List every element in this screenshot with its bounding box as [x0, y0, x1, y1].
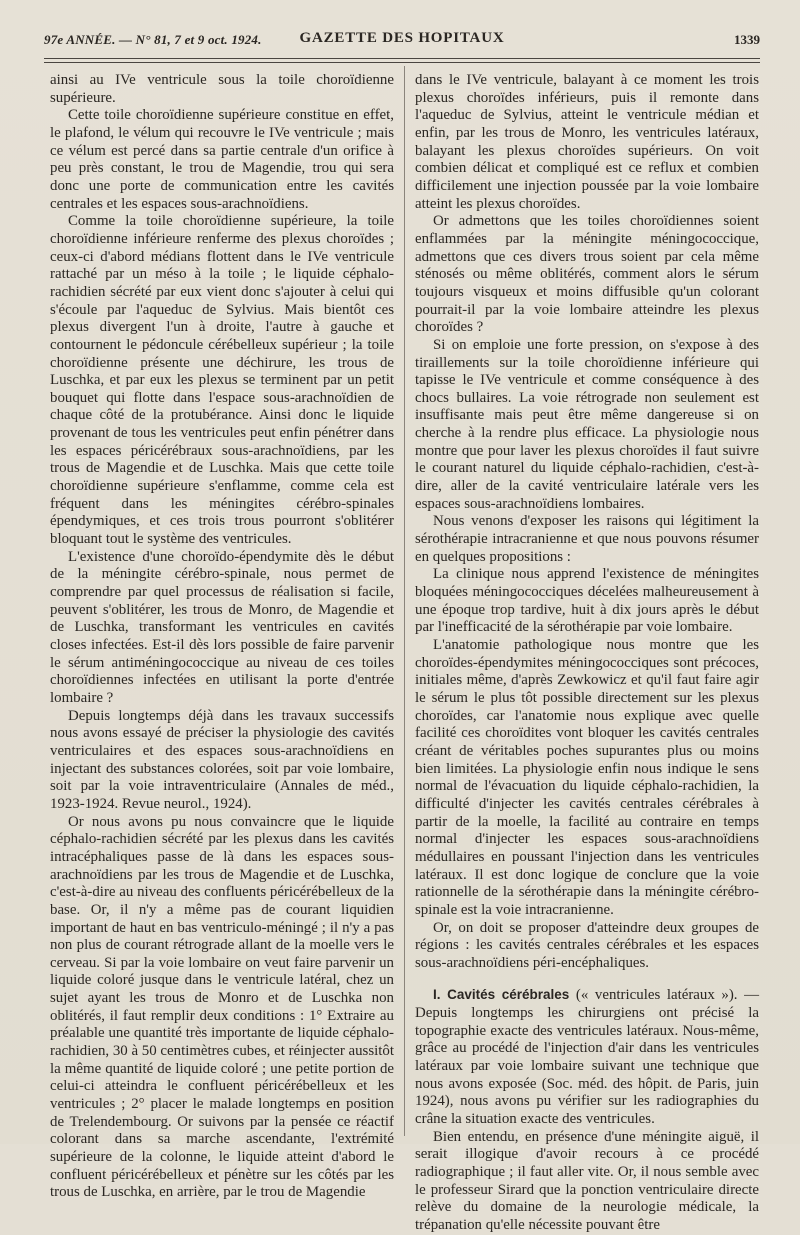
paragraph — [415, 72, 759, 213]
paragraph-text: ainsi au IVe ventricule sous la toile choroïdienne supérieure. — [50, 72, 394, 106]
paragraph — [415, 337, 759, 514]
paragraph — [415, 513, 759, 566]
paragraph-text: Bien entendu, en présence d'une méningite aiguë, il serait illogique d'avoir recours à ce procédé radiographique ; il faut aller vite. Or, il nous semble avec le professeur Sirard que la ponction ventriculaire directe relève du domaine de la neurologie médicale, la trépanation qu'elle nécessite pouvant être — [415, 1128, 759, 1233]
paragraph-text: L'existence d'une choroïdo-épendymite dès le début de la méningite cérébro-spinale, nous permet de comprendre par quel processus de réalisation si facile, peuvent s'oblitérer, les trous de Monro, de Magendie et de Luschka, transformant les ventricules en cavités closes infectées. Est-il dès lors possible de faire parvenir le sérum antiméningococcique au niveau de ces toiles choroïdiennes infectées en utilisant la porte d'entrée lombaire ? — [50, 548, 394, 706]
paragraph — [415, 566, 759, 637]
paragraph-text: L'anatomie pathologique nous montre que les choroïdes-épendymites méningococciques sont précoces, initiales même, d'après Zewkowicz et qu'il faut faire agir le sérum le plus tôt possible directement sur les plexus choroïdes, car l'anatomie nous explique avec quelle facilité ces choroïdites vont bloquer les cavités centrales créant de véritables poches supurantes plus ou moins bien limitées. La physiologie enfin nous indique le sens normal de l'évacuation du liquide céphalo-rachidien, la difficulté d'injecter les cavités centrales cérébrales à partir de la moelle, la facilité au contraire en temps normal d'injecter les espaces sous-arachnoïdiens médullaires en poussant l'injection dans les ventricules latéraux. Il est donc logique de conclure que la voie rationnelle de la sérothérapie dans la méningite cérébro-spinale est la voie intracranienne. — [415, 637, 759, 918]
paragraph-text: dans le IVe ventricule, balayant à ce moment les trois plexus choroïdes inférieurs, puis il remonte dans l'aqueduc de Sylvius, atteint le ventricule médian et enfin, par les trous de Monro, les ventricules latéraux, balayant les plexus choroïdes supérieurs. On voit combien délicat et compliqué est ce reflux et combien difficilement une injection poussée par la voie lombaire atteint les plexus choroïdes. — [415, 72, 759, 212]
header-rule-bottom — [44, 62, 760, 63]
column-divider — [404, 66, 405, 1136]
header-rule-top — [44, 58, 760, 59]
paragraph — [50, 107, 394, 213]
paragraph — [415, 1129, 759, 1235]
paragraph-text: (« ventricules latéraux »). — Depuis longtemps les chirurgiens ont précisé la topographie exacte des ventricules latéraux. Nous-même, grâce au procédé de l'injection d'air dans les ventricules latéraux par voie lombaire suivant une technique que nous avons exposée (Soc. méd. des hôpit. de Paris, juin 1924), nous avons pu vérifier sur les radiographies du crâne la situation exacte des ventricules. — [415, 987, 759, 1128]
paragraph — [50, 72, 394, 107]
paragraph — [415, 986, 759, 1128]
paragraph — [50, 549, 394, 708]
paragraph-text: Depuis longtemps déjà dans les travaux successifs nous avons essayé de préciser la physiologie des cavités ventriculaires et des espaces sous-arachnoïdiens en injectant des substances colorées, soit par voie lombaire, soit par la voie intraventriculaire (Annales de méd., 1923-1924. Revue neurol., 1924). — [50, 707, 394, 812]
paragraph — [415, 637, 759, 920]
page-number: 1339 — [734, 32, 760, 47]
paragraph-text: Cette toile choroïdienne supérieure constitue en effet, le plafond, le vélum qui recouvre le IVe ventricule ; mais ce vélum est percé dans sa partie centrale d'un orifice à peu près constant, le trou de Magendie, trou qui sera donc une porte de communication entre les cavités centrales et les espaces sous-arachnoïdiens. — [50, 107, 394, 212]
paragraph — [50, 708, 394, 814]
issue-info: 97e ANNÉE. — N° 81, 7 et 9 oct. 1924. — [44, 32, 262, 47]
journal-title: GAZETTE DES HOPITAUX — [299, 30, 505, 46]
paragraph — [415, 920, 759, 973]
left-column — [50, 72, 395, 1201]
paragraph — [415, 213, 759, 337]
paragraph-text: Nous venons d'exposer les raisons qui légitiment la sérothérapie intracranienne et que nous pouvons résumer en quelques propositions : — [415, 513, 759, 565]
paragraph-text: Si on emploie une forte pression, on s'expose à des tiraillements sur la toile choroïdienne inférieure qui tapisse le IVe ventricule et comme conséquence à des chocs bullaires. La voie rétrograde non seulement est insuffisante mais peut être même dangereuse si on cherche à la rendre plus efficace. La physiologie nous montre que pour laver les plexus choroïdes il faut suivre le courant naturel du liquide céphalo-rachidien, c'est-à-dire, aller de la cavité ventriculaire latérale vers les espaces sous-arachnoïdiens lombaires. — [415, 336, 759, 512]
paragraph-text: Comme la toile choroïdienne supérieure, la toile choroïdienne inférieure renferme des plexus choroïdes ; ceux-ci d'abord médians flottent dans le IVe ventricule rattaché par un méso à la toile ; le liquide céphalo-rachidien sécrété par eux vient donc s'ajouter à celui qui s'écoule par l'aqueduc de Sylvius. Mais bientôt ces plexus divergent l'un à droite, l'autre à gauche et contournent le pédoncule cérébelleux supérieur ; la toile choroïdienne présente une déchirure, les trous de Luschka, et par eux les plexus se terminent par un petit bouquet qui flotte dans l'espace sous-arachnoïdien de chaque côté de la protubérance. Ainsi donc le liquide provenant de tous les ventricules peut enfin pénétrer dans les espaces péricérébraux sous-arachnoïdiens, par les trous de Magendie et de Luschka. Mais que cette toile choroïdienne supérieure s'enflamme, comme cela est fréquent dans les méningites cérébro-spinales épendymiques, et ces trois trous pourront s'oblitérer bloquant tout le système des ventricules. — [50, 213, 394, 548]
section-heading: I. Cavités cérébrales — [433, 987, 570, 1003]
paragraph — [50, 814, 394, 1202]
paragraph — [50, 213, 394, 548]
page-header — [44, 30, 760, 54]
right-column — [415, 72, 759, 1233]
paragraph-text: Or admettons que les toiles choroïdiennes soient enflammées par la méningite méningococcique, admettons que ces divers trous soient par cela même sténosés ou même oblitérés, comment alors le sérum toujours visqueux et moins diffusible qu'un colorant pourrait-il par la voie lombaire atteindre les plexus choroïdes ? — [415, 213, 759, 336]
paragraph-text: Or, on doit se proposer d'atteindre deux groupes de régions : les cavités centrales cérébrales et les espaces sous-arachnoïdiens péri-encéphaliques. — [415, 919, 759, 971]
paragraph-text: Or nous avons pu nous convaincre que le liquide céphalo-rachidien sécrété par les plexus dans les cavités intracéphaliques passe de là dans les espaces sous-arachnoïdiens par les trous de Magendie et de Luschka, c'est-à-dire au niveau des confluents péricérébelleux de la base. Or, il n'y a même pas de courant liquidien important de haut en bas ventriculo-méningé ; il n'y a pas non plus de courant rétrograde allant de la moelle vers le cerveau. Si par la voie lombaire on veut faire parvenir un liquide coloré jusque dans le ventricule latéral, chez un sujet ayant les trous de Monro et de Luschka non oblitérés, il faut remplir deux conditions : 1° Extraire au préalable une quantité très importante de liquide céphalo-rachidien, 30 à 50 centimètres cubes, et réinjecter aussitôt la même quantité de liquide coloré ; une petite portion de celui-ci atteindra le confluent péricérébelleux et les ventricules ; 2° placer le malade longtemps en position de Trelendembourg. Or suivons par la pensée ce réactif colorant dans sa marche ascendante, l'extrémité supérieure de la colonne, le liquide atteint d'abord le confluent péricérébelleux et pénètre sur les côtés par les trous de Luschka, en arrière, par le trou de Magendie — [50, 813, 395, 1201]
paragraph-text: La clinique nous apprend l'existence de méningites bloquées méningococciques décelées malheureusement à une époque trop tardive, huit à dix jours après le début par l'inefficacité de la sérothérapie par voie lombaire. — [415, 566, 759, 636]
